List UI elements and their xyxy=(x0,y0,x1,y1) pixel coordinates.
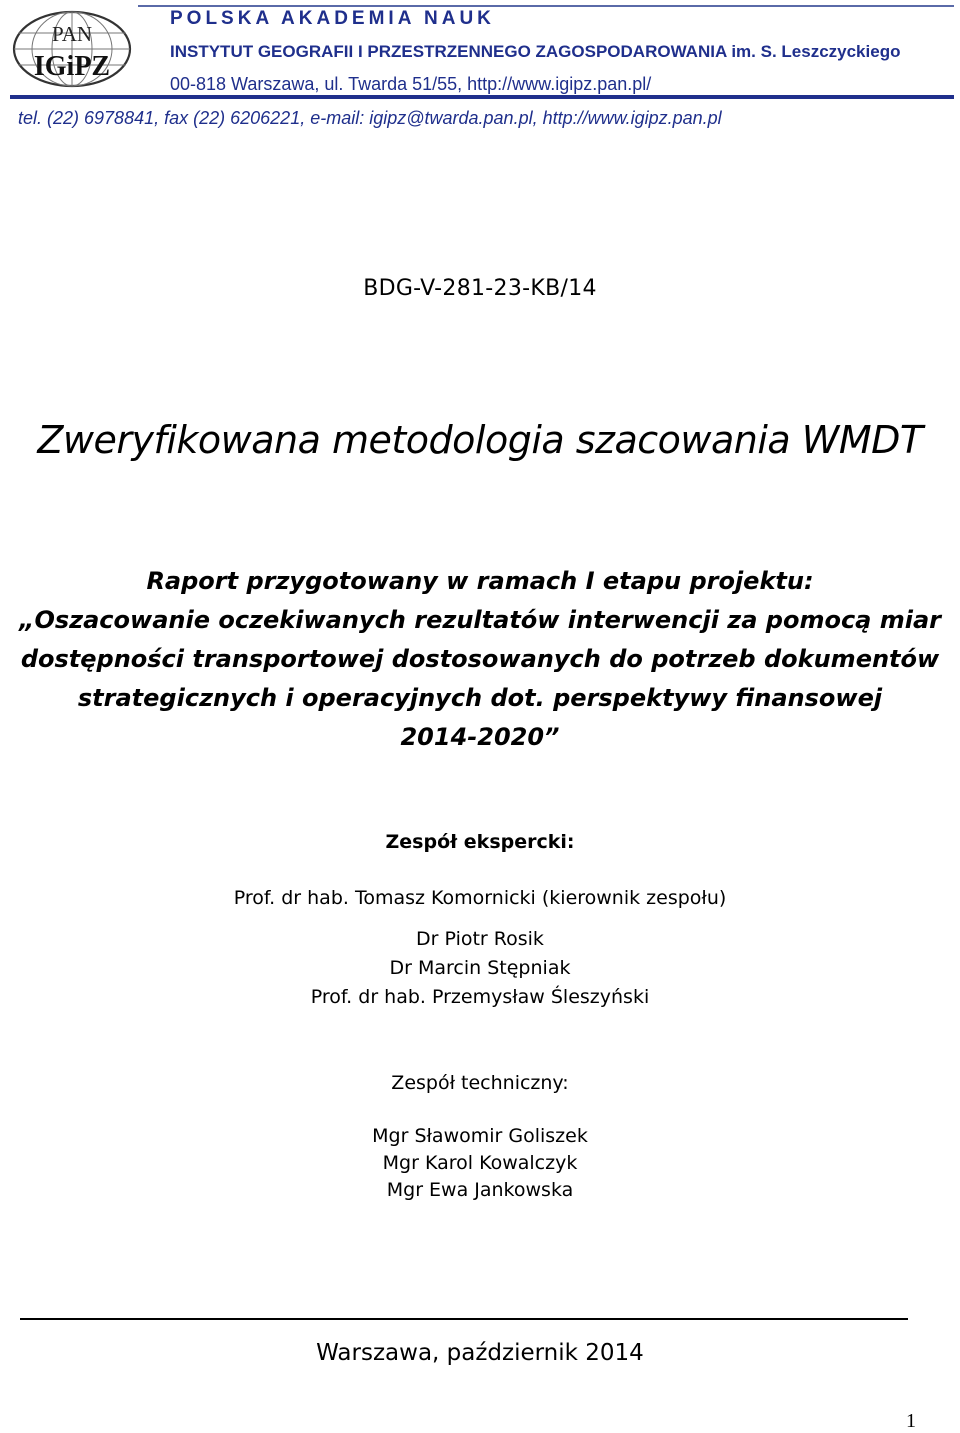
place-and-date: Warszawa, październik 2014 xyxy=(316,1340,644,1366)
document-number: BDG-V-281-23-KB/14 xyxy=(363,276,597,301)
header-divider xyxy=(10,95,954,99)
report-line: dostępności transportowej dostosowanych do potrzeb dokumentów xyxy=(20,645,940,673)
expert-team-heading: Zespół ekspercki: xyxy=(385,831,575,853)
institute-address: 00-818 Warszawa, ul. Twarda 51/55, http://www.igipz.pan.pl/ xyxy=(170,74,652,94)
expert-team-member: Dr Piotr Rosik xyxy=(416,928,544,950)
svg-text:IGiPZ: IGiPZ xyxy=(33,51,111,82)
technical-team-heading: Zespół techniczny: xyxy=(391,1072,569,1094)
document-title: Zweryfikowana metodologia szacowania WMDT xyxy=(37,418,923,462)
report-line: „Oszacowanie oczekiwanych rezultatów interwencji za pomocą miar xyxy=(19,606,941,634)
expert-team-member: Prof. dr hab. Przemysław Śleszyński xyxy=(310,986,650,1008)
header-top-rule xyxy=(138,5,954,7)
contact-line: tel. (22) 6978841, fax (22) 6206221, e-mail: igipz@twarda.pan.pl, http://www.igipz.pan.pl xyxy=(18,108,722,128)
institute-logo xyxy=(10,8,134,90)
footer-rule xyxy=(20,1318,908,1320)
report-line: Raport przygotowany w ramach I etapu projektu: xyxy=(146,567,814,595)
expert-team-member: Dr Marcin Stępniak xyxy=(389,957,571,979)
institute-name: INSTYTUT GEOGRAFII I PRZESTRZENNEGO ZAGOSPODAROWANIA im. S. Leszczyckiego xyxy=(170,42,901,61)
technical-team-member: Mgr Karol Kowalczyk xyxy=(382,1152,578,1174)
report-description xyxy=(0,562,960,757)
svg-text:PAN: PAN xyxy=(51,22,93,46)
technical-team-member: Mgr Ewa Jankowska xyxy=(386,1179,574,1201)
technical-team-member: Mgr Sławomir Goliszek xyxy=(372,1125,588,1147)
report-line: 2014-2020” xyxy=(400,723,560,751)
page-number: 1 xyxy=(906,1410,916,1432)
report-line: strategicznych i operacyjnych dot. perspektywy finansowej xyxy=(77,684,883,712)
expert-team-member: Prof. dr hab. Tomasz Komornicki (kierownik zespołu) xyxy=(233,887,727,909)
academy-name: POLSKA AKADEMIA NAUK xyxy=(170,8,495,29)
